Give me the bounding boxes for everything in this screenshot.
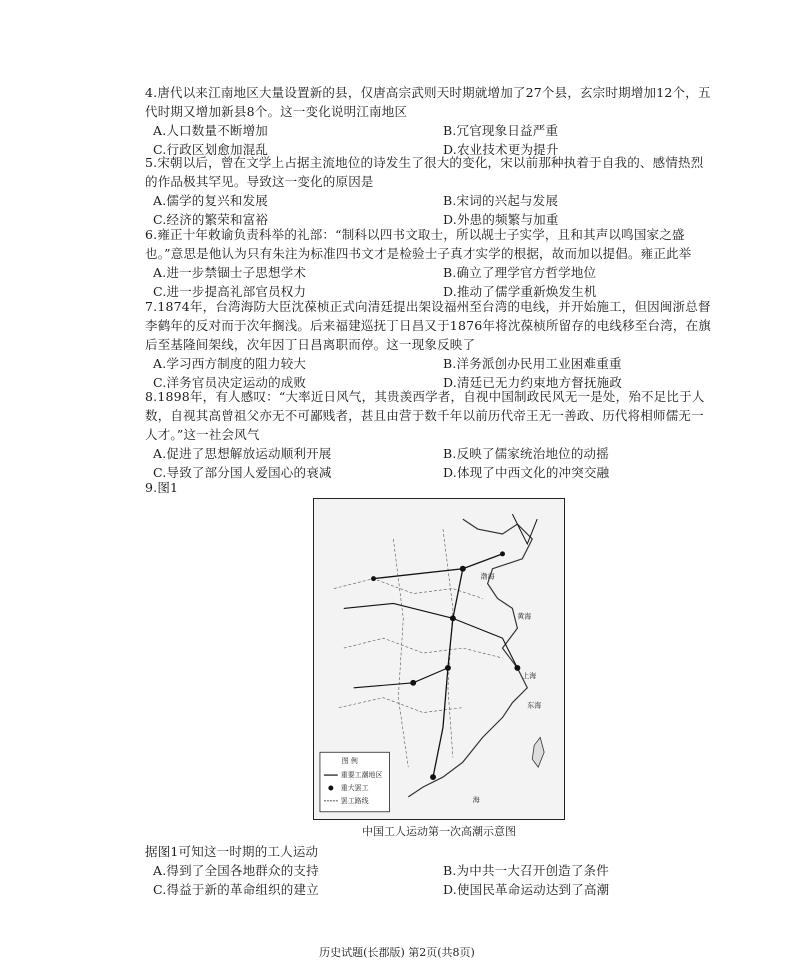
legend-item-2: 重大罢工 xyxy=(340,783,369,792)
strike-point xyxy=(500,551,505,556)
china-labor-map xyxy=(313,498,565,820)
legend-item-3: 罢工路线 xyxy=(340,796,369,805)
question-stem: 据图1可知这一时期的工人运动 xyxy=(145,844,319,859)
question-stem: 4.唐代以来江南地区大量设置新的县，仅唐高宗武则天时期就增加了27个县，玄宗时期增加12个，五代时期又增加新县8个。这一变化说明江南地区 xyxy=(145,85,711,119)
strike-route xyxy=(512,514,537,544)
bohai-label: 渤海 xyxy=(480,572,495,581)
option-a: A.进一步禁锢士子思想学术 xyxy=(153,265,307,280)
option-c: C.洋务官员决定运动的成败 xyxy=(153,375,307,390)
option-a: A.学习西方制度的阻力较大 xyxy=(153,356,307,371)
question-stem: 6.雍正十年敕谕负责科举的礼部：“制科以四书文取士，所以觇士子实学，且和其声以鸣国家之盛也。”意思是他认为只有朱注为标准四书文才是检验士子真才实学的根据，故而加以提倡。雍正此举 xyxy=(145,227,692,261)
option-b: B.反映了儒家统治地位的动摇 xyxy=(443,446,609,461)
option-b: B.宋词的兴起与发展 xyxy=(443,193,559,208)
option-c: C.得益于新的革命组织的建立 xyxy=(153,882,319,897)
options xyxy=(145,861,715,899)
strike-point xyxy=(445,665,451,671)
province-boundary xyxy=(443,529,453,757)
option-b: B.冗官现象日益严重 xyxy=(443,123,559,138)
option-c: C.行政区划愈加混乱 xyxy=(153,142,269,157)
option-d: D.体现了中西文化的冲突交融 xyxy=(443,465,610,480)
map-caption: 中国工人运动第一次高潮示意图 xyxy=(362,825,516,838)
donghai-label: 东海 xyxy=(527,701,542,710)
option-c: C.导致了部分国人爱国心的衰减 xyxy=(153,465,332,480)
option-b: B.为中共一大召开创造了条件 xyxy=(443,863,609,878)
option-a: A.儒学的复兴和发展 xyxy=(153,193,269,208)
sea-label: 海 xyxy=(472,795,480,804)
question-9-label: 9.图1 xyxy=(145,480,179,495)
question-5 xyxy=(145,153,715,229)
strike-point xyxy=(410,680,416,686)
question-4 xyxy=(145,83,715,159)
map-figure xyxy=(314,499,564,819)
question-stem: 7.1874年，台湾海防大臣沈葆桢正式向清廷提出架设福州至台湾的电线，并开始施工，但因闽浙总督李鹤年的反对而于次年搁浅。后来福建巡抚丁日昌又于1876年将沈葆桢所留存的电线移至台湾，在旗后至基隆间架线，次年因丁日昌离职而停。这一现象反映了 xyxy=(145,299,712,352)
province-boundary xyxy=(344,638,503,658)
option-b: B.确立了理学官方哲学地位 xyxy=(443,265,597,280)
strike-point xyxy=(371,576,376,581)
option-d: D.推动了儒学重新焕发生机 xyxy=(443,284,597,299)
option-d: D.农业技术更为提升 xyxy=(443,142,559,157)
option-a: A.人口数量不断增加 xyxy=(153,123,269,138)
options xyxy=(145,263,715,301)
legend-dot-icon xyxy=(328,785,333,790)
options xyxy=(145,191,715,229)
question-stem: 8.1898年，有人感叹：“大率近日风气，其贵羡西学者，自视中国制政民风无一是处，殆不足比于人数，自视其高曾祖父亦无不可鄙贱者，甚且由营于数千年以前历代帝王无一善政、历代将相师儒无一人才。”这一社会风气 xyxy=(145,389,705,442)
shanghai-label: 上海 xyxy=(522,671,537,680)
option-d: D.外患的频繁与加重 xyxy=(443,212,559,227)
question-7 xyxy=(145,297,715,392)
strike-route xyxy=(453,618,517,668)
options xyxy=(145,444,715,482)
strike-point xyxy=(430,774,436,780)
strike-route xyxy=(354,668,448,688)
question-6 xyxy=(145,225,715,301)
legend-item-1: 重要工潮地区 xyxy=(340,771,383,780)
question-stem: 5.宋朝以后，曾在文学上占据主流地位的诗发生了很大的变化，宋以前那种执着于自我的、感情热烈的作品极其罕见。导致这一变化的原因是 xyxy=(145,155,704,189)
question-8 xyxy=(145,387,715,482)
coastline xyxy=(408,519,532,797)
option-a: A.得到了全国各地群众的支持 xyxy=(153,863,319,878)
option-d: D.使国民革命运动达到了高潮 xyxy=(443,882,610,897)
strike-route xyxy=(344,603,453,618)
taiwan-island xyxy=(532,737,544,767)
strike-point xyxy=(460,566,466,572)
option-c: C.进一步提高礼部官员权力 xyxy=(153,284,307,299)
legend-title: 图 例 xyxy=(341,757,358,766)
option-d: D.清廷已无力约束地方督抚施政 xyxy=(443,375,623,390)
province-boundary xyxy=(393,539,408,767)
option-a: A.促进了思想解放运动顺利开展 xyxy=(153,446,332,461)
huanghai-label: 黄海 xyxy=(517,612,532,621)
question-9 xyxy=(145,842,715,899)
strike-point xyxy=(450,615,456,621)
option-b: B.洋务派创办民用工业困难重重 xyxy=(443,356,622,371)
strike-point xyxy=(514,665,520,671)
page-footer: 历史试题(长郡版) 第2页(共8页) xyxy=(319,946,475,959)
option-c: C.经济的繁荣和富裕 xyxy=(153,212,269,227)
